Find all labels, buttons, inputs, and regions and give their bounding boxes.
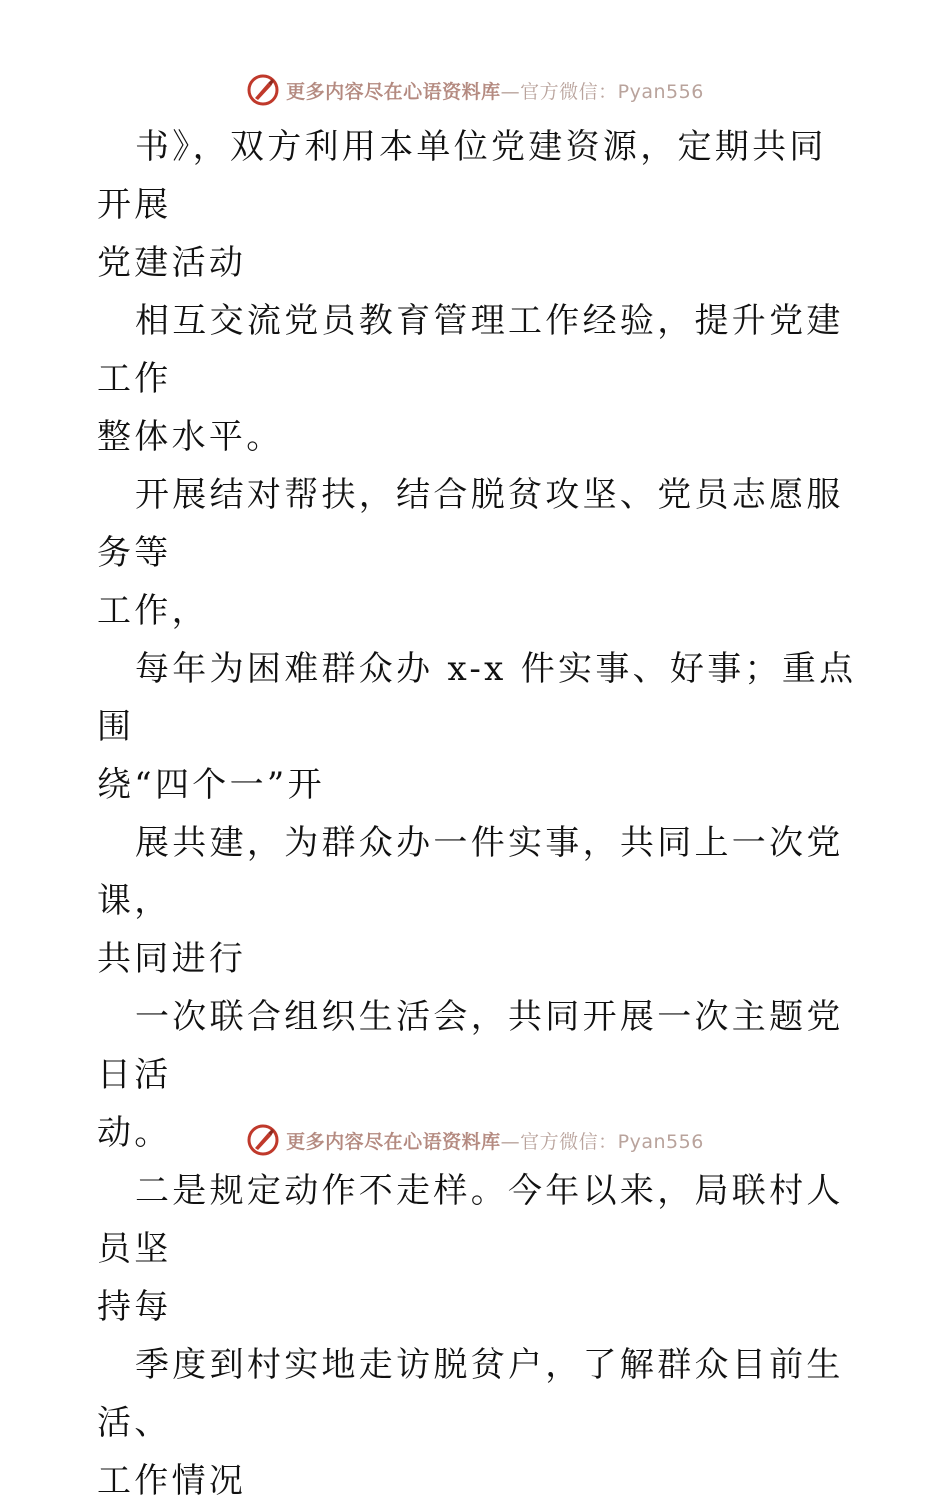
pen-logo-icon [246, 73, 280, 107]
watermark-text [286, 77, 704, 104]
paragraph-line: 持每 [97, 1287, 172, 1327]
paragraph-line: 动。 [97, 1113, 172, 1153]
paragraph-line: 书》，双方利用本单位党建资源，定期共同开展 [97, 127, 827, 225]
paragraph-line: 开展结对帮扶，结合脱贫攻坚、党员志愿服务等 [97, 475, 844, 573]
footer-watermark [0, 1120, 950, 1160]
paragraph-line: 二是规定动作不走样。今年以来，局联村人员坚 [97, 1171, 844, 1269]
paragraph-line: 季度到村实地走访脱贫户，了解群众目前生活、 [97, 1345, 844, 1443]
paragraph-4 [97, 640, 857, 814]
paragraph-line: 绕“四个一”开 [97, 765, 325, 805]
paragraph-line: 工作， [97, 591, 209, 631]
paragraph-line: 每年为困难群众办 x-x 件实事、好事；重点围 [97, 649, 857, 747]
paragraph-7 [97, 1162, 857, 1336]
paragraph-line: 共同进行 [97, 939, 247, 979]
header-watermark [0, 70, 950, 110]
paragraph-5 [97, 814, 857, 988]
paragraph-3 [97, 466, 857, 640]
paragraph-line: 整体水平。 [97, 417, 284, 457]
paragraph-8 [97, 1336, 857, 1510]
paragraph-line: 党建活动 [97, 243, 247, 283]
watermark-suffix: —官方微信：Pyan556 [500, 80, 704, 103]
paragraph-line: 工作情况 [97, 1461, 247, 1501]
watermark-brand: 更多内容尽在心语资料库 [286, 1130, 501, 1153]
paragraph-1 [97, 118, 857, 292]
watermark-brand: 更多内容尽在心语资料库 [286, 80, 501, 103]
paragraph-line: 一次联合组织生活会，共同开展一次主题党日活 [97, 997, 844, 1095]
watermark-text [286, 1127, 704, 1154]
pen-logo-icon [246, 1123, 280, 1157]
paragraph-line: 相互交流党员教育管理工作经验，提升党建工作 [97, 301, 844, 399]
document-body [97, 118, 857, 1510]
paragraph-line: 展共建，为群众办一件实事，共同上一次党课， [97, 823, 844, 921]
watermark-suffix: —官方微信：Pyan556 [500, 1130, 704, 1153]
paragraph-2 [97, 292, 857, 466]
